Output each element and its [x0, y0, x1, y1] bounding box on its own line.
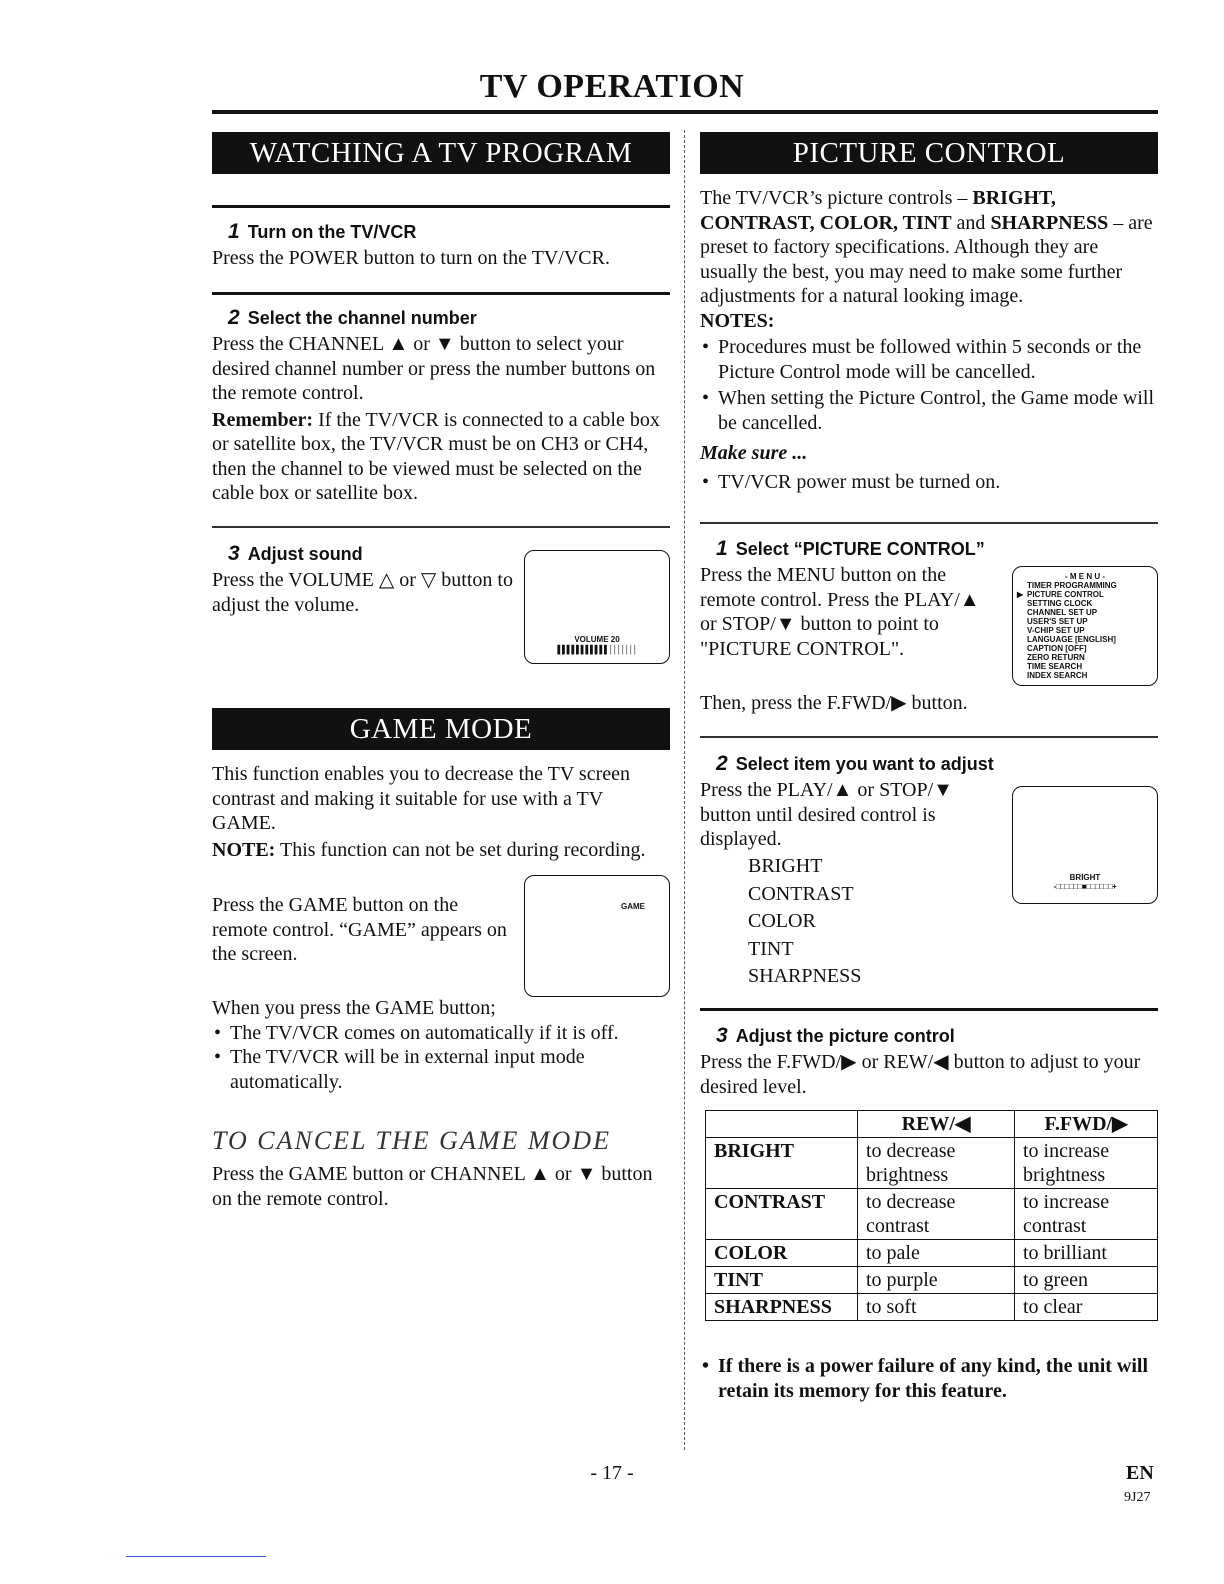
menu-item: PICTURE CONTROL — [1027, 590, 1104, 599]
pic-step1-heading: 1 Select “PICTURE CONTROL” — [716, 537, 985, 560]
bright-screen-label: BRIGHT — [1069, 873, 1101, 882]
game-note: NOTE: This function can not be set during recording. — [212, 838, 646, 861]
volume-bar: ▌▌▌▌▌▌▌▌▌▌▌│││││││ — [557, 645, 637, 654]
table-cell: to soft — [858, 1294, 1015, 1321]
divider — [212, 526, 670, 528]
game-intro: This function enables you to decrease the TV screen contrast and making it suitable for use with a TV GAME. — [212, 763, 631, 834]
watch-step2-heading: 2 Select the channel number — [228, 306, 477, 329]
pic-item: TINT — [748, 937, 794, 960]
divider — [700, 522, 1158, 524]
game-when-block — [212, 996, 670, 1094]
watching-banner: WATCHING A TV PROGRAM — [212, 132, 670, 174]
volume-screen — [524, 550, 670, 664]
watch-step1-heading: 1 Turn on the TV/VCR — [228, 220, 417, 243]
memory-note-list — [700, 1354, 1158, 1403]
pic-step1-text: Press the MENU button on the remote control. Press the PLAY/▲ or STOP/▼ button to point to "PICTURE CONTROL". — [700, 564, 980, 660]
cancel-game-heading: TO CANCEL THE GAME MODE — [212, 1126, 611, 1155]
table-cell: to green — [1015, 1267, 1158, 1294]
memory-note: • If there is a power failure of any kind, the unit will retain its memory for this feature. — [700, 1354, 1158, 1403]
picture-intro: The TV/VCR’s picture controls – BRIGHT, CONTRAST, COLOR, TINT and SHARPNESS – are preset to factory specifications. Although they are usually the best, you may need to make some further adjustments for a natural looking image. — [700, 187, 1153, 307]
pic-item: BRIGHT — [748, 855, 823, 877]
table-cell: BRIGHT — [706, 1138, 858, 1189]
pic-item: SHARPNESS — [748, 965, 862, 987]
bottom-link-line — [126, 1556, 266, 1557]
divider — [700, 1008, 1158, 1011]
game-bullet: • The TV/VCR will be in external input mode automatically. — [212, 1045, 670, 1094]
table-row — [706, 1189, 1158, 1240]
pic-step3-text: Press the F.FWD/▶ or REW/◀ button to adjust to your desired level. — [700, 1051, 1141, 1098]
bright-screen — [1012, 786, 1158, 904]
make-sure-label: Make sure ... — [700, 442, 808, 464]
notes-bullet: • When setting the Picture Control, the Game mode will be cancelled. — [700, 386, 1158, 435]
table-cell: to clear — [1015, 1294, 1158, 1321]
menu-screen — [1012, 566, 1158, 686]
table-cell: to purple — [858, 1267, 1015, 1294]
remember-note: Remember: If the TV/VCR is connected to a cable box or satellite box, the TV/VCR must be on CH3 or CH4, then the channel to be viewed must be selected on the cable box or satellite box. — [212, 408, 660, 504]
game-intro-block — [212, 762, 670, 862]
column-divider — [684, 130, 685, 1450]
table-row — [706, 1138, 1158, 1189]
game-screen — [524, 875, 670, 997]
adjust-table — [705, 1110, 1158, 1321]
game-press-text: Press the GAME button on the remote control. “GAME” appears on the screen. — [212, 894, 507, 965]
page-number: - 17 - — [590, 1462, 634, 1484]
game-when-text: When you press the GAME button; — [212, 997, 496, 1019]
menu-item: TIMER PROGRAMMING — [1027, 581, 1117, 590]
table-cell: to brilliant — [1015, 1240, 1158, 1267]
table-header — [706, 1111, 858, 1138]
menu-title: - M E N U - — [1065, 572, 1105, 581]
pic-items-list — [748, 853, 988, 991]
table-cell: to decrease brightness — [858, 1138, 1015, 1189]
game-bullet: • The TV/VCR comes on automatically if it is off. — [212, 1021, 670, 1046]
menu-list — [1027, 581, 1117, 680]
document-code: 9J27 — [1124, 1490, 1151, 1505]
page-title: TV OPERATION — [479, 68, 745, 105]
watch-step2-body — [212, 332, 670, 506]
pic-step3-heading: 3 Adjust the picture control — [716, 1024, 955, 1047]
table-header: REW/◀ — [858, 1111, 1015, 1138]
pic-item: CONTRAST — [748, 882, 854, 905]
make-sure-bullet: • TV/VCR power must be turned on. — [700, 470, 1158, 495]
pic-item: COLOR — [748, 910, 816, 932]
watch-step3-heading: 3 Adjust sound — [228, 542, 363, 565]
menu-item: CHANNEL SET UP — [1027, 608, 1098, 617]
table-header: F.FWD/▶ — [1015, 1111, 1158, 1138]
notes-label: NOTES: — [700, 309, 775, 332]
menu-item: INDEX SEARCH — [1027, 671, 1088, 680]
menu-item: SETTING CLOCK — [1027, 599, 1093, 608]
volume-label: VOLUME 20 — [574, 635, 620, 644]
table-row — [706, 1240, 1158, 1267]
table-cell: SHARPNESS — [706, 1294, 858, 1321]
table-cell: to increase contrast — [1015, 1189, 1158, 1240]
pic-step1-then: Then, press the F.FWD/▶ button. — [700, 692, 968, 714]
table-row — [706, 1267, 1158, 1294]
watch-step2-text: Press the CHANNEL ▲ or ▼ button to select your desired channel number or press the number buttons on the remote control. — [212, 333, 656, 404]
divider — [700, 736, 1158, 738]
watch-step3-text: Press the VOLUME △ or ▽ button to adjust the volume. — [212, 569, 513, 616]
pic-step2-text: Press the PLAY/▲ or STOP/▼ button until desired control is displayed. — [700, 779, 953, 850]
divider — [212, 292, 670, 295]
picture-intro-block — [700, 186, 1158, 494]
watch-step1-text: Press the POWER button to turn on the TV/VCR. — [212, 247, 610, 269]
menu-item: TIME SEARCH — [1027, 662, 1083, 671]
language-code: EN — [1126, 1462, 1154, 1484]
table-row — [706, 1294, 1158, 1321]
bright-screen-bar: -□□□□□□■□□□□□□+ — [1053, 882, 1117, 891]
menu-pointer-icon: ▶ — [1017, 590, 1024, 599]
game-banner: GAME MODE — [212, 708, 670, 750]
menu-item: ZERO RETURN — [1027, 653, 1085, 662]
cancel-game-text: Press the GAME button or CHANNEL ▲ or ▼ button on the remote control. — [212, 1163, 653, 1210]
game-screen-label: GAME — [621, 902, 645, 911]
table-cell: TINT — [706, 1267, 858, 1294]
table-cell: to increase brightness — [1015, 1138, 1158, 1189]
picture-banner: PICTURE CONTROL — [700, 132, 1158, 174]
title-rule — [212, 110, 1158, 114]
table-cell: CONTRAST — [706, 1189, 858, 1240]
table-cell: COLOR — [706, 1240, 858, 1267]
table-cell: to decrease contrast — [858, 1189, 1015, 1240]
menu-item: LANGUAGE [ENGLISH] — [1027, 635, 1116, 644]
menu-item: CAPTION [OFF] — [1027, 644, 1087, 653]
table-cell: to pale — [858, 1240, 1015, 1267]
pic-step2-heading: 2 Select item you want to adjust — [716, 752, 994, 775]
table-header-row — [706, 1111, 1158, 1138]
menu-item: V-CHIP SET UP — [1027, 626, 1085, 635]
menu-item: USER'S SET UP — [1027, 617, 1088, 626]
notes-bullet: • Procedures must be followed within 5 seconds or the Picture Control mode will be cancelled. — [700, 335, 1158, 384]
divider — [212, 205, 670, 208]
